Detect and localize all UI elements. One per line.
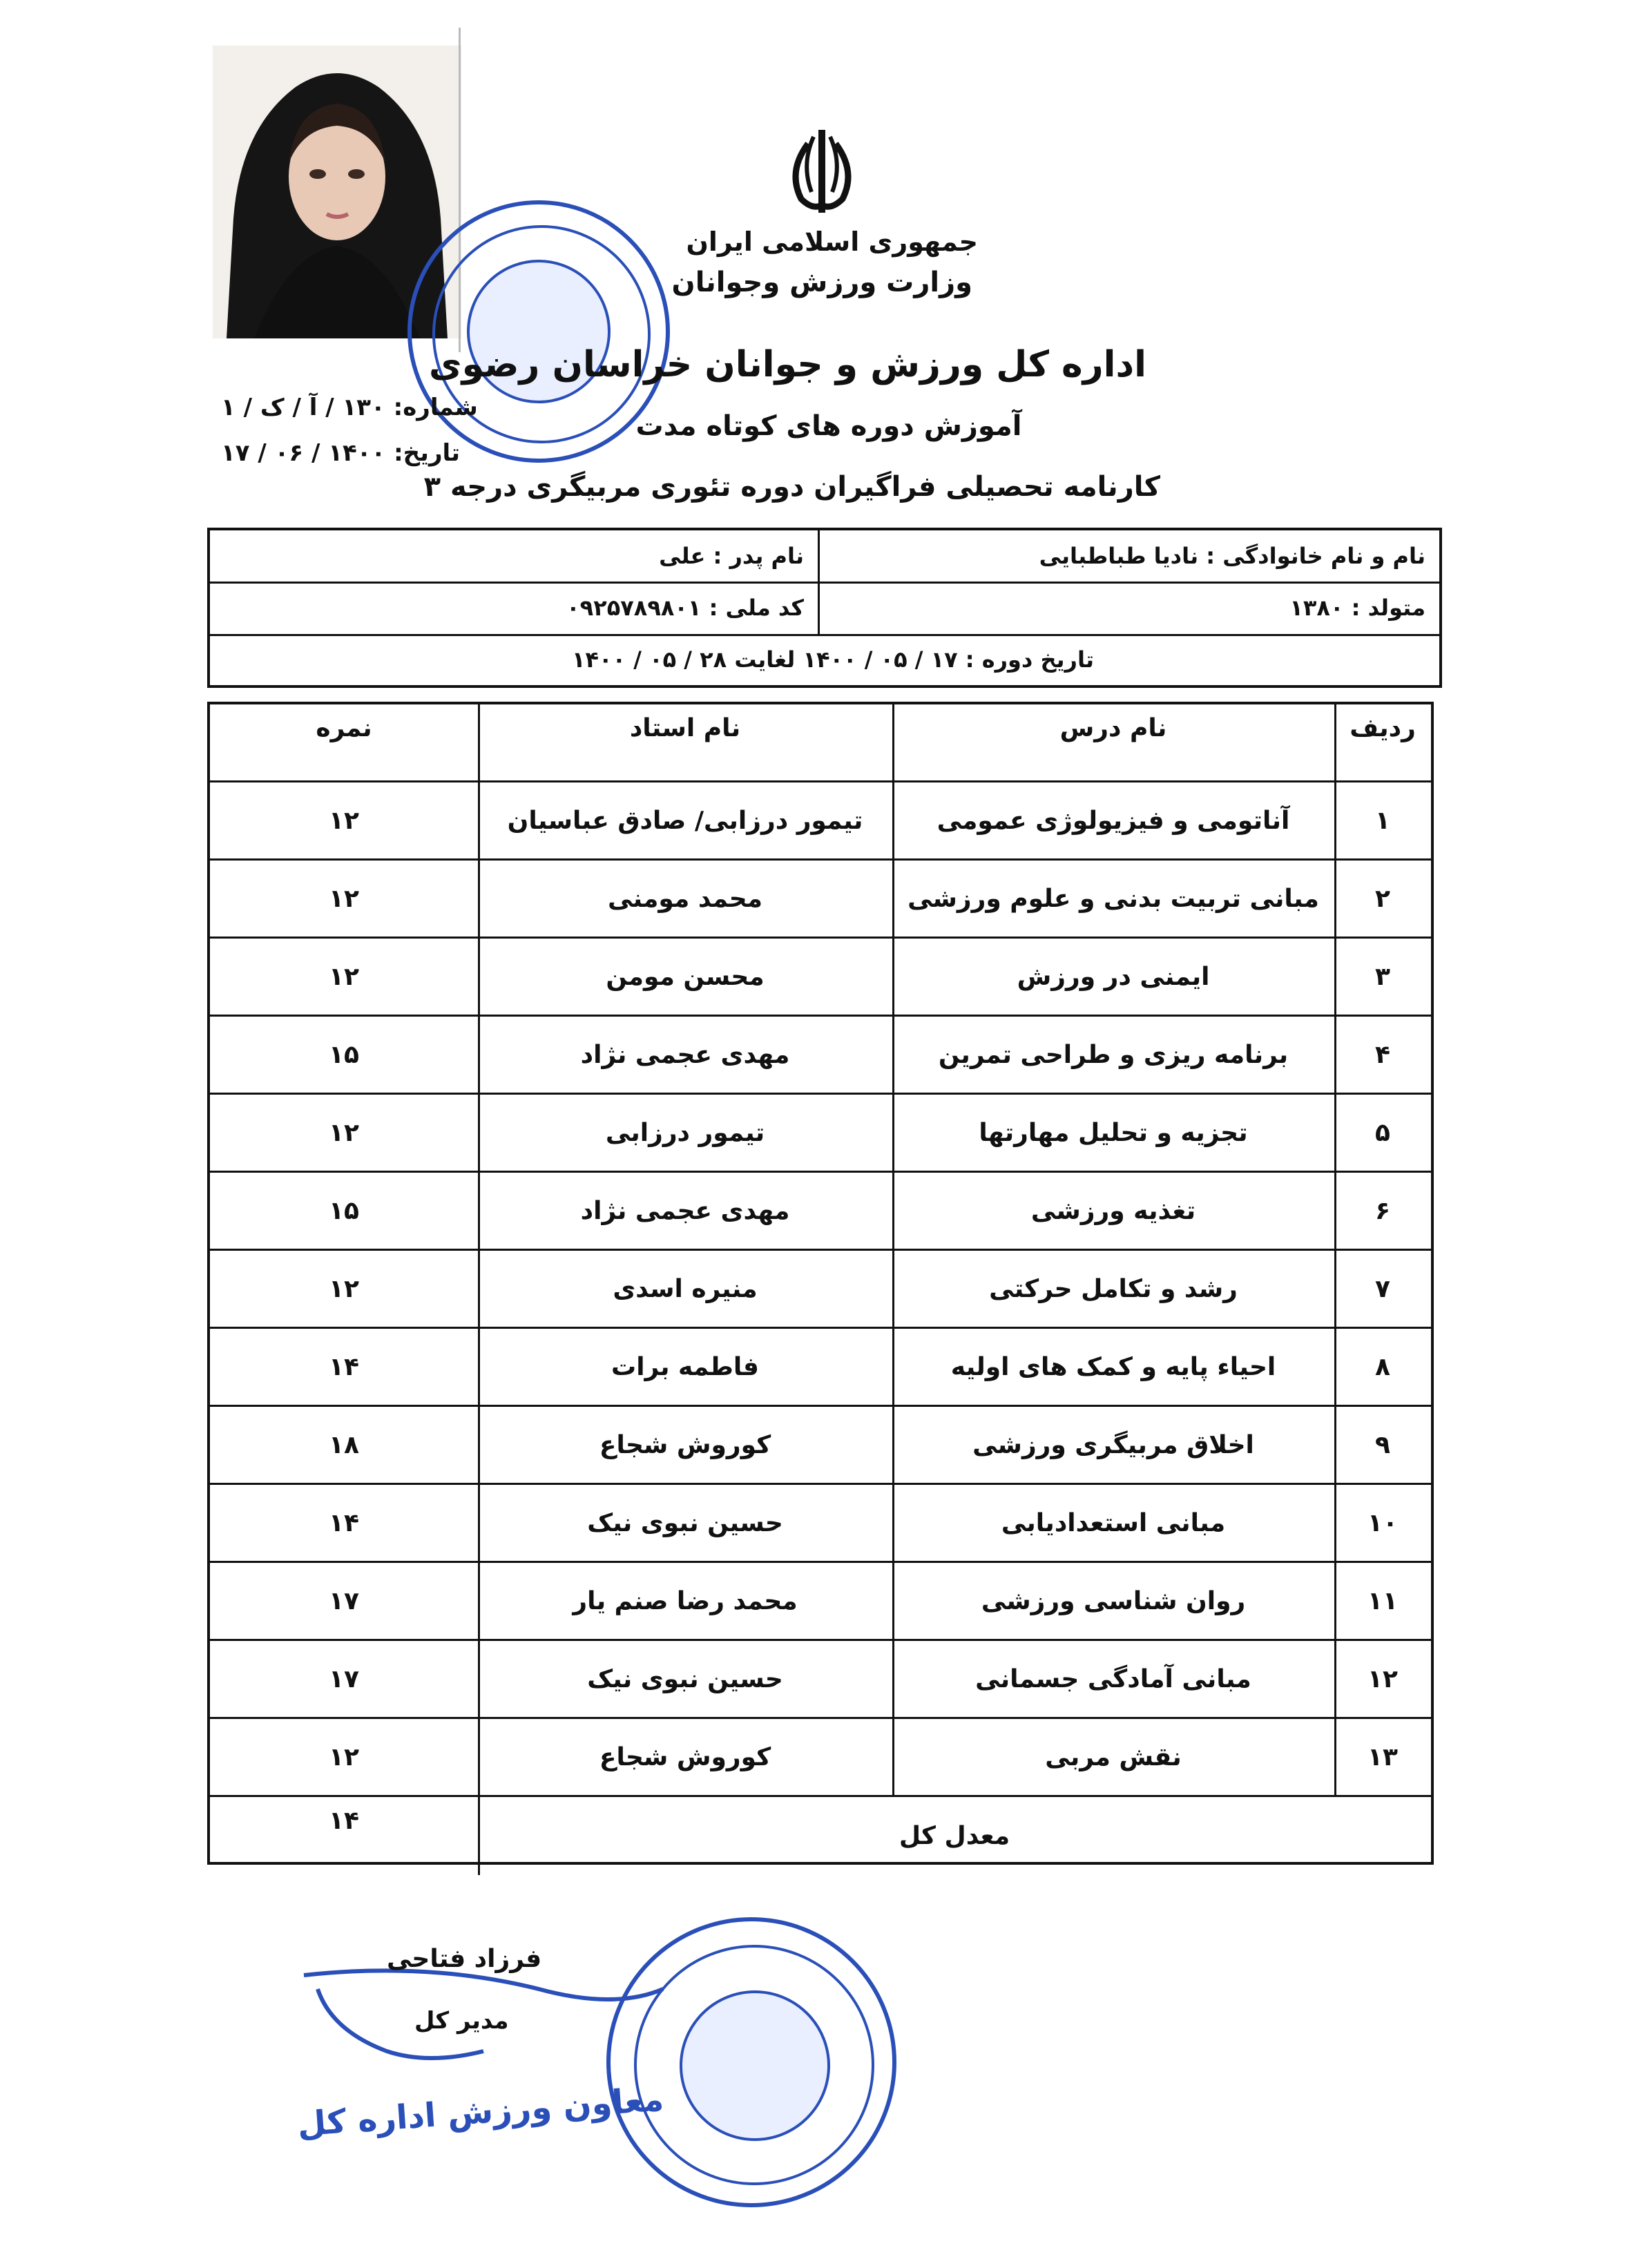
table-row bbox=[210, 1563, 1431, 1641]
header-row: ردیف bbox=[1350, 714, 1416, 742]
student-info-box bbox=[207, 528, 1442, 688]
cell-row: ۲ bbox=[1375, 884, 1390, 913]
father-field bbox=[224, 530, 804, 582]
cell-teacher: فاطمه برات bbox=[611, 1352, 759, 1381]
cell-row: ۹ bbox=[1375, 1430, 1390, 1459]
org-title: اداره کل ورزش و جوانان خراسان رضوی bbox=[429, 344, 1146, 385]
cell-row: ۵ bbox=[1375, 1118, 1390, 1147]
cell-grade: ۱۴ bbox=[329, 1352, 359, 1381]
deputy-signature-line: معاون ورزش اداره کل bbox=[296, 2080, 665, 2144]
table-row bbox=[210, 1095, 1431, 1173]
average-label: معدل کل bbox=[899, 1822, 1010, 1850]
header-grade: نمره bbox=[316, 714, 372, 742]
father-label: نام پدر : bbox=[713, 543, 804, 569]
cell-course: نقش مربی bbox=[1045, 1742, 1182, 1771]
cell-course: روان شناسی ورزشی bbox=[981, 1586, 1246, 1615]
cell-course: مبانی تربیت بدنی و علوم ورزشی bbox=[907, 884, 1319, 913]
cell-grade: ۱۲ bbox=[329, 1118, 359, 1147]
table-row bbox=[210, 939, 1431, 1017]
date-value: ۱۴۰۰ / ۰۶ / ۱۷ bbox=[221, 439, 386, 467]
cell-teacher: کوروش شجاع bbox=[599, 1430, 771, 1459]
cell-grade: ۱۲ bbox=[329, 1742, 359, 1771]
table-row bbox=[210, 861, 1431, 939]
cell-grade: ۱۲ bbox=[329, 1274, 359, 1303]
number-label: شماره: bbox=[393, 394, 478, 421]
cell-course: احیاء پایه و کمک های اولیه bbox=[950, 1352, 1276, 1381]
cell-row: ۴ bbox=[1375, 1040, 1390, 1069]
birth-value: ۱۳۸۰ bbox=[1289, 595, 1344, 621]
cell-course: تجزیه و تحلیل مهارتها bbox=[979, 1118, 1248, 1147]
cell-teacher: تیمور درزابی bbox=[605, 1118, 765, 1147]
national-id-label: کد ملی : bbox=[709, 595, 804, 621]
letter-date bbox=[221, 439, 460, 467]
cell-row: ۱۲ bbox=[1367, 1664, 1398, 1693]
table-row bbox=[210, 782, 1431, 861]
cell-teacher: حسین نبوی نیک bbox=[587, 1664, 783, 1693]
header-course: نام درس bbox=[1059, 714, 1167, 742]
father-value: علی bbox=[659, 543, 706, 569]
info-row-birth bbox=[210, 582, 1439, 636]
cell-course: اخلاق مربیگری ورزشی bbox=[972, 1430, 1254, 1459]
cell-teacher: مهدی عجمی نژاد bbox=[580, 1040, 790, 1069]
signer-name: فرزاد فتاحی bbox=[387, 1945, 542, 1973]
cell-course: برنامه ریزی و طراحی تمرین bbox=[938, 1040, 1289, 1069]
cell-row: ۱۱ bbox=[1367, 1586, 1398, 1615]
cell-course: تغذیه ورزشی bbox=[1030, 1196, 1196, 1225]
cell-course: آناتومی و فیزیولوژی عمومی bbox=[937, 806, 1290, 835]
cell-row: ۳ bbox=[1375, 962, 1390, 991]
signer-title: مدیر کل bbox=[414, 2007, 509, 2035]
date-label: تاریخ: bbox=[394, 439, 461, 467]
cell-row: ۶ bbox=[1375, 1196, 1390, 1225]
cell-grade: ۱۴ bbox=[329, 1508, 359, 1537]
cell-teacher: محمد مومنی bbox=[608, 884, 762, 913]
cell-grade: ۱۵ bbox=[329, 1196, 359, 1225]
department-title: آموزش دوره های کوتاه مدت bbox=[635, 410, 1022, 442]
average-value: ۱۴ bbox=[329, 1807, 359, 1835]
table-row bbox=[210, 1485, 1431, 1563]
cell-course: رشد و تکامل حرکتی bbox=[989, 1274, 1238, 1303]
name-field bbox=[832, 530, 1425, 582]
cell-teacher: محمد رضا صنم یار bbox=[573, 1586, 798, 1615]
table-row bbox=[210, 1251, 1431, 1329]
table-row bbox=[210, 1719, 1431, 1797]
cell-course: مبانی استعدادیابی bbox=[1001, 1508, 1226, 1537]
cell-teacher: مهدی عجمی نژاد bbox=[580, 1196, 790, 1225]
cell-grade: ۱۷ bbox=[329, 1664, 359, 1693]
birth-field bbox=[832, 582, 1425, 634]
cell-course: مبانی آمادگی جسمانی bbox=[975, 1664, 1251, 1693]
table-header-row bbox=[210, 704, 1431, 782]
cell-grade: ۱۲ bbox=[329, 884, 359, 913]
cell-teacher: تیمور درزابی/ صادق عباسیان bbox=[507, 806, 863, 835]
grades-table bbox=[207, 702, 1434, 1865]
cell-teacher: حسین نبوی نیک bbox=[587, 1508, 783, 1537]
info-row-course-date bbox=[210, 634, 1439, 685]
transcript-title: کارنامه تحصیلی فراگیران دوره تئوری مربیگری درجه ۳ bbox=[423, 471, 1160, 503]
national-id-field bbox=[224, 582, 804, 634]
cell-grade: ۱۵ bbox=[329, 1040, 359, 1069]
cell-grade: ۱۷ bbox=[329, 1586, 359, 1615]
cell-teacher: محسن مومن bbox=[606, 962, 765, 991]
name-value: نادیا طباطبایی bbox=[1039, 543, 1199, 569]
cell-row: ۸ bbox=[1375, 1352, 1390, 1381]
cell-row: ۱ bbox=[1375, 806, 1390, 835]
letter-number bbox=[221, 394, 478, 421]
table-row bbox=[210, 1173, 1431, 1251]
name-label: نام و نام خانوادگی : bbox=[1206, 543, 1425, 569]
table-row bbox=[210, 1641, 1431, 1719]
cell-row: ۱۰ bbox=[1367, 1508, 1398, 1537]
table-row bbox=[210, 1329, 1431, 1407]
government-line: جمهوری اسلامی ایران bbox=[686, 227, 978, 257]
cell-row: ۱۳ bbox=[1367, 1742, 1398, 1771]
cell-teacher: منیره اسدی bbox=[613, 1274, 758, 1303]
info-row-name bbox=[210, 530, 1439, 584]
cell-grade: ۱۲ bbox=[329, 962, 359, 991]
cell-teacher: کوروش شجاع bbox=[599, 1742, 771, 1771]
average-row bbox=[210, 1797, 1431, 1875]
cell-grade: ۱۲ bbox=[329, 806, 359, 835]
table-row bbox=[210, 1017, 1431, 1095]
number-value: ۱۳۰ / آ / ک / ۱ bbox=[221, 394, 385, 421]
iran-emblem-icon bbox=[780, 123, 863, 220]
course-date: تاریخ دوره : ۱۷ / ۰۵ / ۱۴۰۰ لغایت ۲۸ / ۰۵ / ۱۴۰۰ bbox=[571, 646, 1094, 673]
cell-row: ۷ bbox=[1375, 1274, 1390, 1303]
birth-label: متولد : bbox=[1351, 595, 1425, 621]
national-id-value: ۰۹۲۵۷۸۹۸۰۱ bbox=[566, 595, 702, 621]
table-row bbox=[210, 1407, 1431, 1485]
cell-grade: ۱۸ bbox=[329, 1430, 359, 1459]
cell-course: ایمنی در ورزش bbox=[1017, 962, 1210, 991]
ministry-line: وزارت ورزش وجوانان bbox=[671, 267, 972, 298]
header-teacher: نام استاد bbox=[629, 714, 741, 742]
